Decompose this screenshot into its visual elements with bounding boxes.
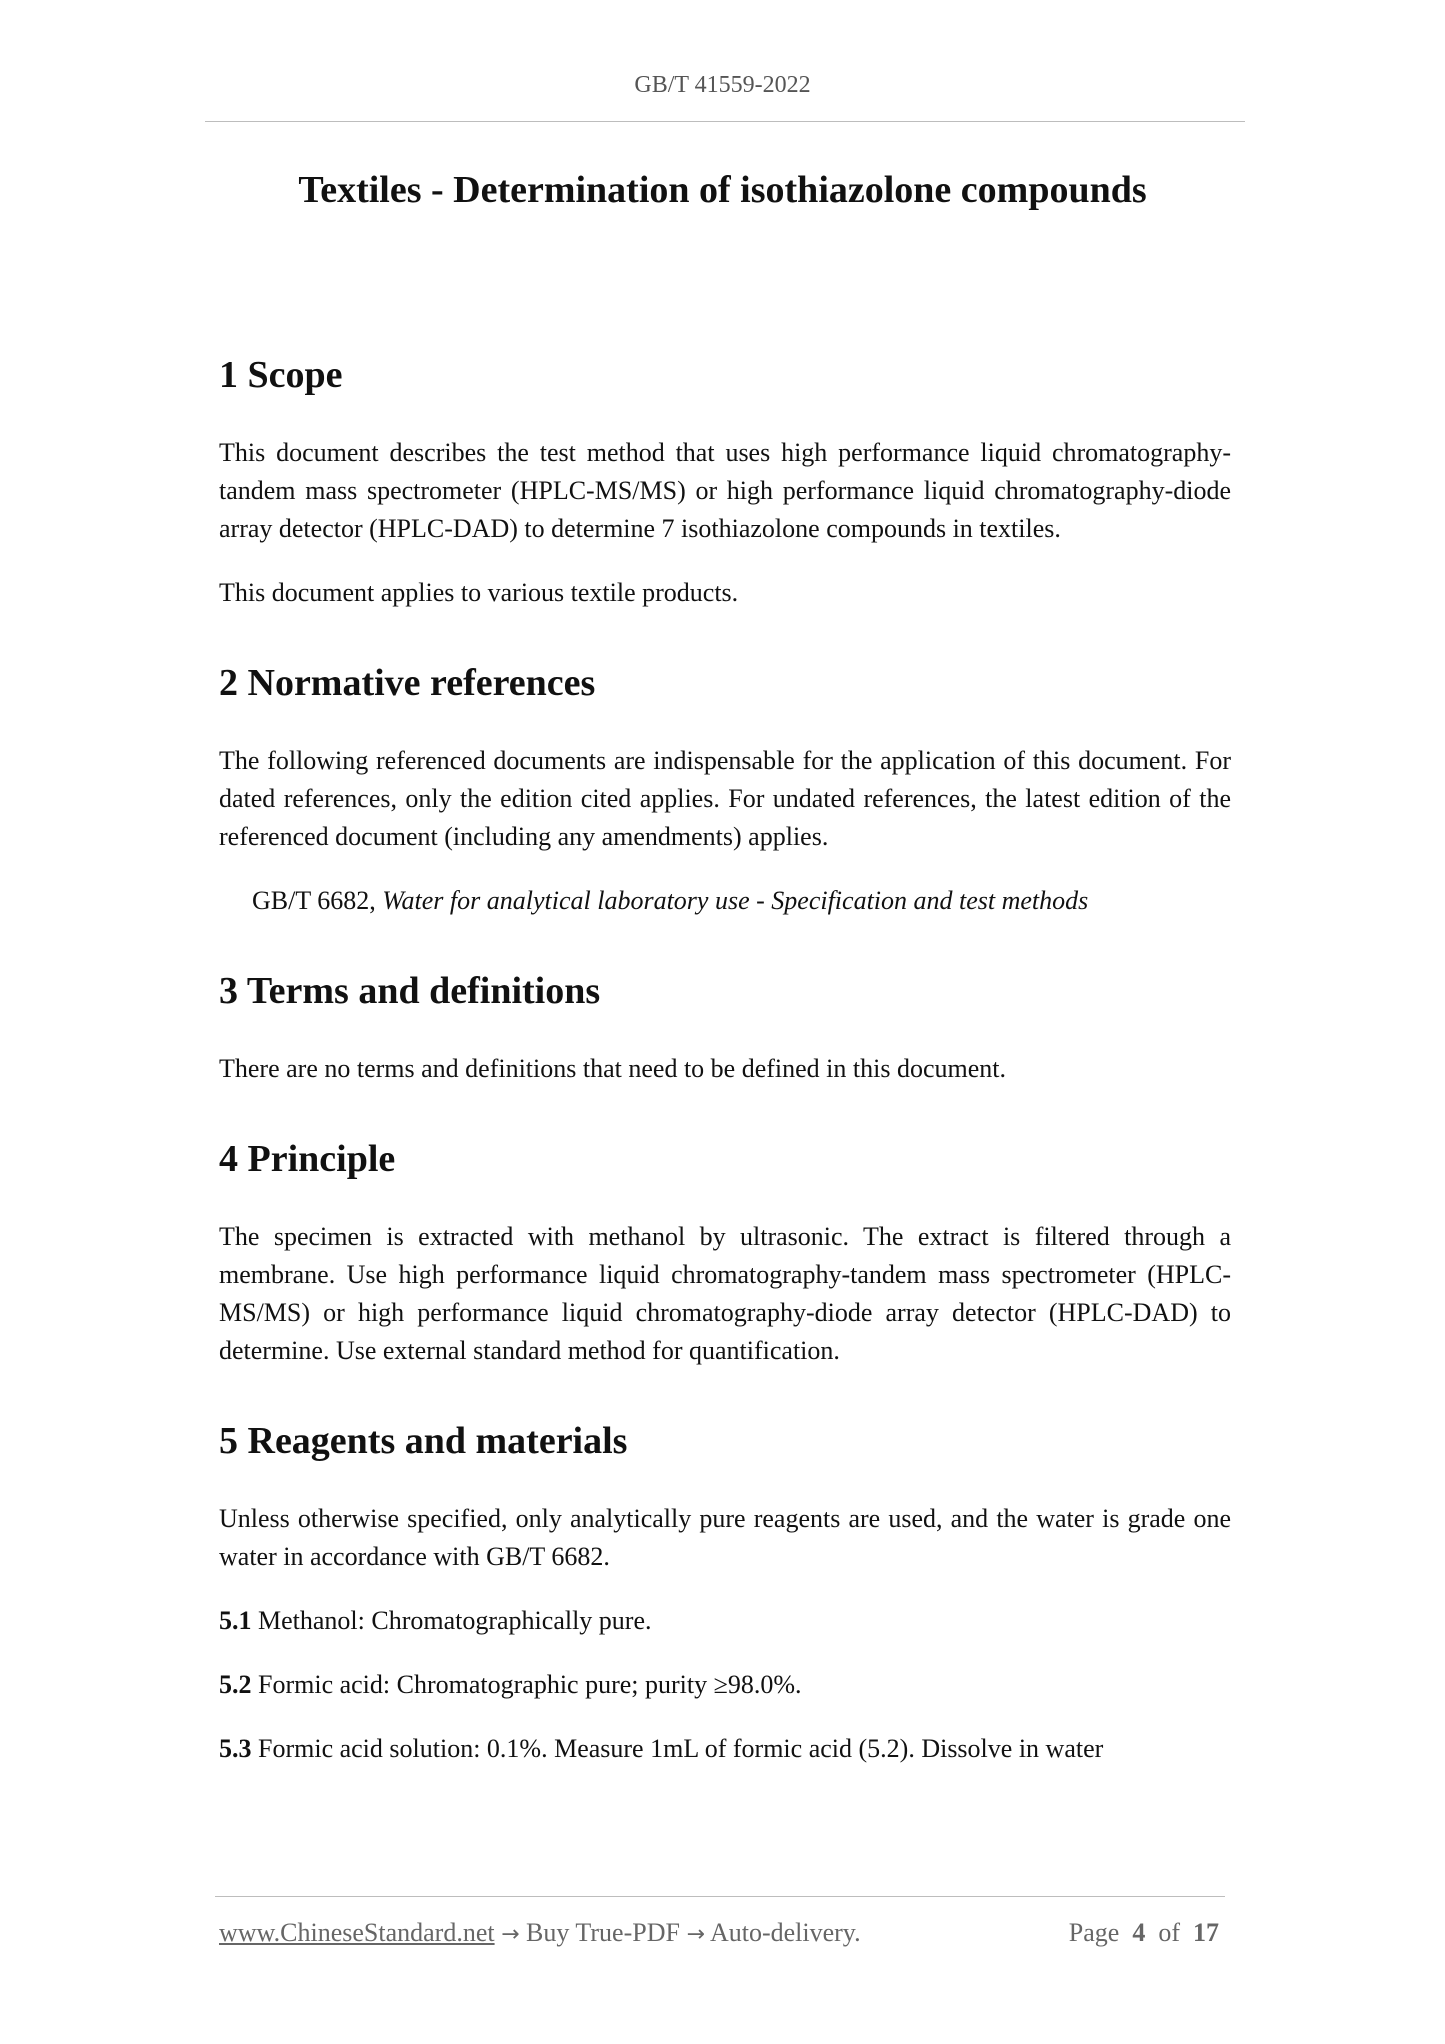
clause-item (219, 1602, 1231, 1640)
clause-text: Formic acid: Chromatographic pure; purity ≥98.0%. (258, 1670, 802, 1699)
normative-reference-item (252, 882, 1231, 920)
page-total: 17 (1193, 1918, 1219, 1947)
reference-title: Water for analytical laboratory use - Specification and test methods (382, 886, 1089, 915)
clause-item (219, 1730, 1231, 1768)
clause-text: Methanol: Chromatographically pure. (258, 1606, 652, 1635)
arrow-right-icon: → (501, 1922, 520, 1947)
page-current: 4 (1132, 1918, 1146, 1947)
buy-true-pdf-text: Buy True-PDF (526, 1918, 680, 1947)
section-heading-normative-references: 2 Normative references (219, 662, 596, 704)
terms-paragraph-1: There are no terms and definitions that need to be defined in this document. (219, 1054, 1006, 1083)
section-normative-references (219, 660, 1231, 920)
section-terms-definitions (219, 968, 1231, 1088)
clause-number: 5.2 (219, 1670, 252, 1699)
clause-number: 5.3 (219, 1734, 252, 1763)
section-heading-scope: 1 Scope (219, 354, 343, 396)
document-id-header: GB/T 41559-2022 (634, 72, 811, 98)
clause-text: Formic acid solution: 0.1%. Measure 1mL of formic acid (5.2). Dissolve in water (258, 1734, 1104, 1763)
header-divider (205, 121, 1245, 122)
scope-paragraph-1: This document describes the test method that uses high performance liquid chromatography-tandem mass spectrometer (HPLC-MS/MS) or high performance liquid chromatography-diode array detector (HPLC-DAD) to determine 7 isothiazolone compounds in textiles. (219, 438, 1231, 543)
page-label: Page (1068, 1918, 1120, 1947)
principle-paragraph-1: The specimen is extracted with methanol by ultrasonic. The extract is filtered through a membrane. Use high performance liquid chromatography-tandem mass spectrometer (HPLC-MS/MS) or high performance liquid chromatography-diode array detector (HPLC-DAD) to determine. Use external standard method for quantification. (219, 1222, 1231, 1365)
arrow-right-icon: → (686, 1922, 705, 1947)
auto-delivery-text: Auto-delivery. (709, 1918, 861, 1947)
page-number (1069, 1918, 1219, 1948)
reagents-paragraph-1: Unless otherwise specified, only analytically pure reagents are used, and the water is grade one water in accordance with GB/T 6682. (219, 1504, 1231, 1571)
page-of: of (1158, 1918, 1180, 1947)
document-body (219, 352, 1231, 1794)
section-heading-reagents-materials: 5 Reagents and materials (219, 1420, 628, 1462)
reference-code: GB/T 6682, (252, 886, 376, 915)
footer-divider (215, 1896, 1225, 1897)
clause-item (219, 1666, 1231, 1704)
normative-paragraph-1: The following referenced documents are indispensable for the application of this document. For dated references, only the edition cited applies. For undated references, the latest edition of the referenced document (including any amendments) applies. (219, 746, 1231, 851)
section-heading-principle: 4 Principle (219, 1138, 396, 1180)
document-title: Textiles - Determination of isothiazolone compounds (298, 169, 1147, 211)
page-footer (219, 1918, 1219, 1948)
clause-number: 5.1 (219, 1606, 252, 1635)
section-reagents-materials (219, 1418, 1231, 1768)
section-scope (219, 352, 1231, 612)
section-heading-terms-definitions: 3 Terms and definitions (219, 970, 601, 1012)
site-link[interactable]: www.ChineseStandard.net (219, 1918, 495, 1947)
scope-paragraph-2: This document applies to various textile products. (219, 578, 739, 607)
section-principle (219, 1136, 1231, 1370)
